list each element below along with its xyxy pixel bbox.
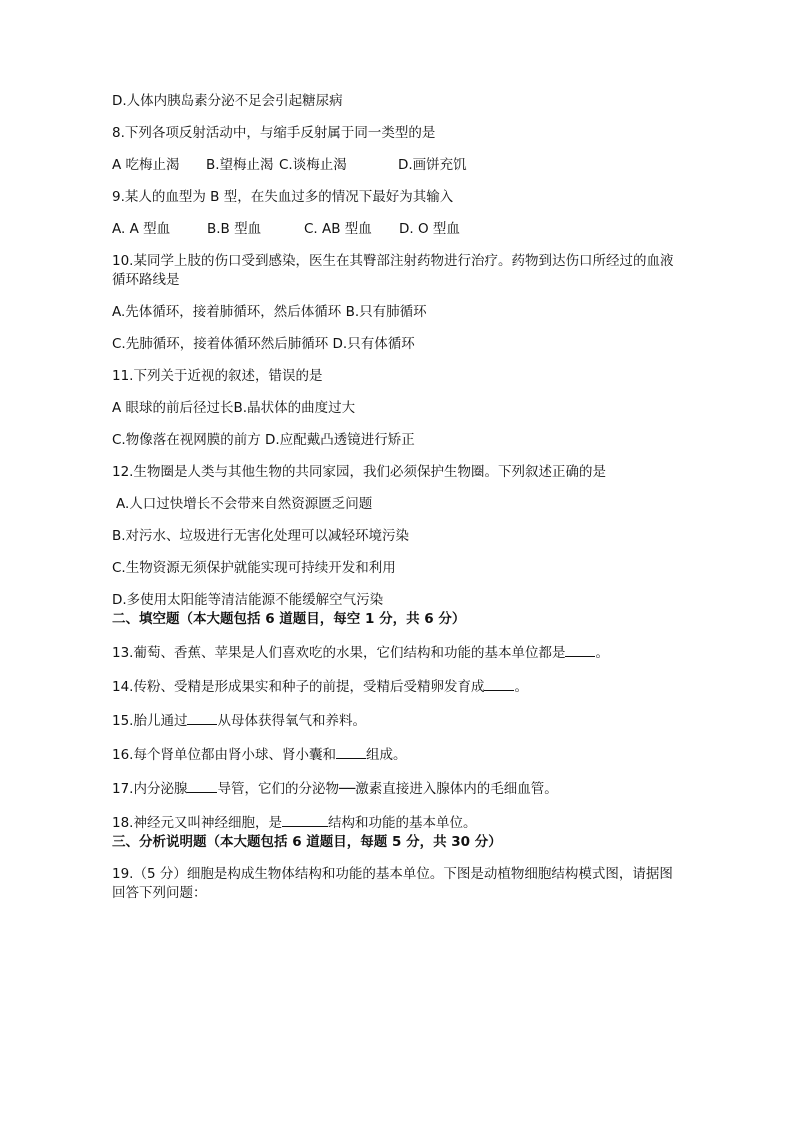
question-9-options <box>112 220 692 239</box>
q17-text-before: 17.内分泌腺 <box>112 781 188 797</box>
question-15 <box>112 710 692 731</box>
question-16 <box>112 744 692 765</box>
question-18 <box>112 812 692 833</box>
question-8: 8.下列各项反射活动中，与缩手反射属于同一类型的是 <box>112 125 436 141</box>
q13-text-after: 。 <box>595 645 609 661</box>
q18-text-after: 结构和功能的基本单位。 <box>327 815 477 831</box>
question-10: 10.某同学上肢的伤口受到感染，医生在其臀部注射药物进行治疗。药物到达伤口所经过的血液循环路线是 <box>112 253 674 288</box>
question-9: 9.某人的血型为 B 型，在失血过多的情况下最好为其输入 <box>112 189 454 205</box>
q8-option-d: D.画饼充饥 <box>398 157 467 173</box>
question-10-options-ab: A.先体循环，接着肺循环，然后体循环 B.只有肺循环 <box>112 304 427 320</box>
q18-blank[interactable] <box>282 812 328 827</box>
q12-option-b: B.对污水、垃圾进行无害化处理可以减轻环境污染 <box>112 528 410 544</box>
q13-blank[interactable] <box>565 642 595 657</box>
question-10-options-cd: C.先肺循环，接着体循环然后肺循环 D.只有体循环 <box>112 336 415 352</box>
q16-text-before: 16.每个肾单位都由肾小球、肾小囊和 <box>112 747 336 763</box>
q8-option-b: B.望梅止渴 <box>206 157 274 173</box>
q13-text-before: 13.葡萄、香蕉、苹果是人们喜欢吃的水果，它们结构和功能的基本单位都是 <box>112 645 566 661</box>
q14-text-after: 。 <box>514 679 528 695</box>
question-8-options <box>112 156 692 175</box>
q15-text-after: 从母体获得氧气和养料。 <box>217 713 366 729</box>
question-19: 19.（5 分）细胞是构成生物体结构和功能的基本单位。下图是动植物细胞结构模式图，请据图回答下列问题： <box>112 866 673 901</box>
question-11-options-cd: C.物像落在视网膜的前方 D.应配戴凸透镜进行矫正 <box>112 432 415 448</box>
question-11: 11.下列关于近视的叙述，错误的是 <box>112 368 323 384</box>
q9-option-d: D. O 型血 <box>399 221 460 237</box>
section-3-title: 三、分析说明题（本大题包括 6 道题目，每题 5 分，共 30 分） <box>112 834 502 850</box>
q18-text-before: 18.神经元又叫神经细胞，是 <box>112 815 282 831</box>
q8-option-a: A 吃梅止渴 <box>112 157 180 173</box>
q15-blank[interactable] <box>187 710 217 725</box>
q17-text-after: 导管，它们的分泌物──激素直接进入腺体内的毛细血管。 <box>217 781 558 797</box>
question-12: 12.生物圈是人类与其他生物的共同家园，我们必须保护生物圈。下列叙述正确的是 <box>112 464 606 480</box>
q14-text-before: 14.传粉、受精是形成果实和种子的前提，受精后受精卵发育成 <box>112 679 485 695</box>
q12-option-d: D.多使用太阳能等清洁能源不能缓解空气污染 <box>112 592 384 608</box>
q12-option-c: C.生物资源无须保护就能实现可持续开发和利用 <box>112 560 396 576</box>
q15-text-before: 15.胎儿通过 <box>112 713 188 729</box>
q16-blank[interactable] <box>336 744 366 759</box>
section-2-title: 二、填空题（本大题包括 6 道题目，每空 1 分，共 6 分） <box>112 611 466 627</box>
q8-option-c: C.谈梅止渴 <box>279 157 347 173</box>
question-14 <box>112 676 692 697</box>
q9-option-a: A. A 型血 <box>112 221 171 237</box>
q9-option-c: C. AB 型血 <box>304 221 372 237</box>
q17-blank[interactable] <box>187 778 217 793</box>
question-13 <box>112 642 692 663</box>
exam-page <box>112 92 692 903</box>
q7-option-d: D.人体内胰岛素分泌不足会引起糖尿病 <box>112 93 343 109</box>
q14-blank[interactable] <box>484 676 514 691</box>
question-11-options-ab: A 眼球的前后径过长B.晶状体的曲度过大 <box>112 400 356 416</box>
q9-option-b: B.B 型血 <box>207 221 262 237</box>
q16-text-after: 组成。 <box>365 747 407 763</box>
question-17 <box>112 778 692 799</box>
q12-option-a: A.人口过快增长不会带来自然资源匮乏问题 <box>116 496 373 512</box>
